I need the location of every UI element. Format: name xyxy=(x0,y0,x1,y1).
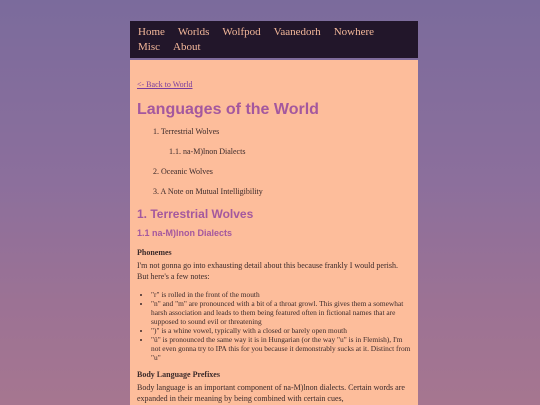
list-item: • "r" is rolled in the front of the mouth xyxy=(151,290,411,299)
list-item: • "n" and "m" are pronounced with a bit of a throat growl. This gives them a somewhat harsh association and leads to them being featured often in fictional names that are supposed to sound evil or threatening xyxy=(151,299,411,326)
section-heading-terrestrial-wolves: 1. Terrestrial Wolves xyxy=(137,207,254,221)
toc-item-na-mlnon-dialects[interactable]: 1.1. na-M)lnon Dialects xyxy=(169,147,246,156)
subsection-heading-na-mlnon-dialects: 1.1 na-M)lnon Dialects xyxy=(137,228,233,238)
toc-item-mutual-intelligibility[interactable]: 3. A Note on Mutual Intelligibility xyxy=(153,187,263,196)
content-panel xyxy=(130,60,418,405)
phonemes-intro: I'm not gonna go into exhausting detail about this because frankly I would perish. But here's a few notes: xyxy=(137,261,398,281)
nav-link-home[interactable]: Home xyxy=(138,26,165,38)
back-to-world-link[interactable]: <- Back to World xyxy=(137,80,193,89)
top-navigation xyxy=(130,21,418,58)
nav-link-wolfpod[interactable]: Wolfpod xyxy=(222,26,261,38)
body-language-heading: Body Language Prefixes xyxy=(137,370,220,379)
nav-link-vaanedorh[interactable]: Vaanedorh xyxy=(273,26,321,38)
nav-link-misc[interactable]: Misc xyxy=(138,40,160,53)
nav-link-about[interactable]: About xyxy=(173,40,201,53)
body-language-text: Body language is an important component of na-M)lnon dialects. Certain words are expanded in their meaning by being combined with certain cues, xyxy=(137,383,405,403)
nav-link-worlds[interactable]: Worlds xyxy=(177,26,210,38)
phonemes-list xyxy=(137,290,411,362)
toc-item-terrestrial-wolves[interactable]: 1. Terrestrial Wolves xyxy=(153,127,220,136)
table-of-contents xyxy=(137,127,411,197)
page-title: Languages of the World xyxy=(137,101,319,118)
list-item: • ")" is a whine vowel, typically with a closed or barely open mouth xyxy=(151,326,411,335)
toc-item-oceanic-wolves[interactable]: 2. Oceanic Wolves xyxy=(153,167,213,176)
nav-link-nowhere[interactable]: Nowhere xyxy=(333,26,375,38)
list-item: • "ü" is pronounced the same way it is in Hungarian (or the way "u" is in Flemish), I'm not even gonna try to IPA this for you because it demonstrably sucks at it. Distinct from "u" xyxy=(151,335,411,362)
phonemes-heading: Phonemes xyxy=(137,248,172,257)
nav-links xyxy=(138,26,378,54)
